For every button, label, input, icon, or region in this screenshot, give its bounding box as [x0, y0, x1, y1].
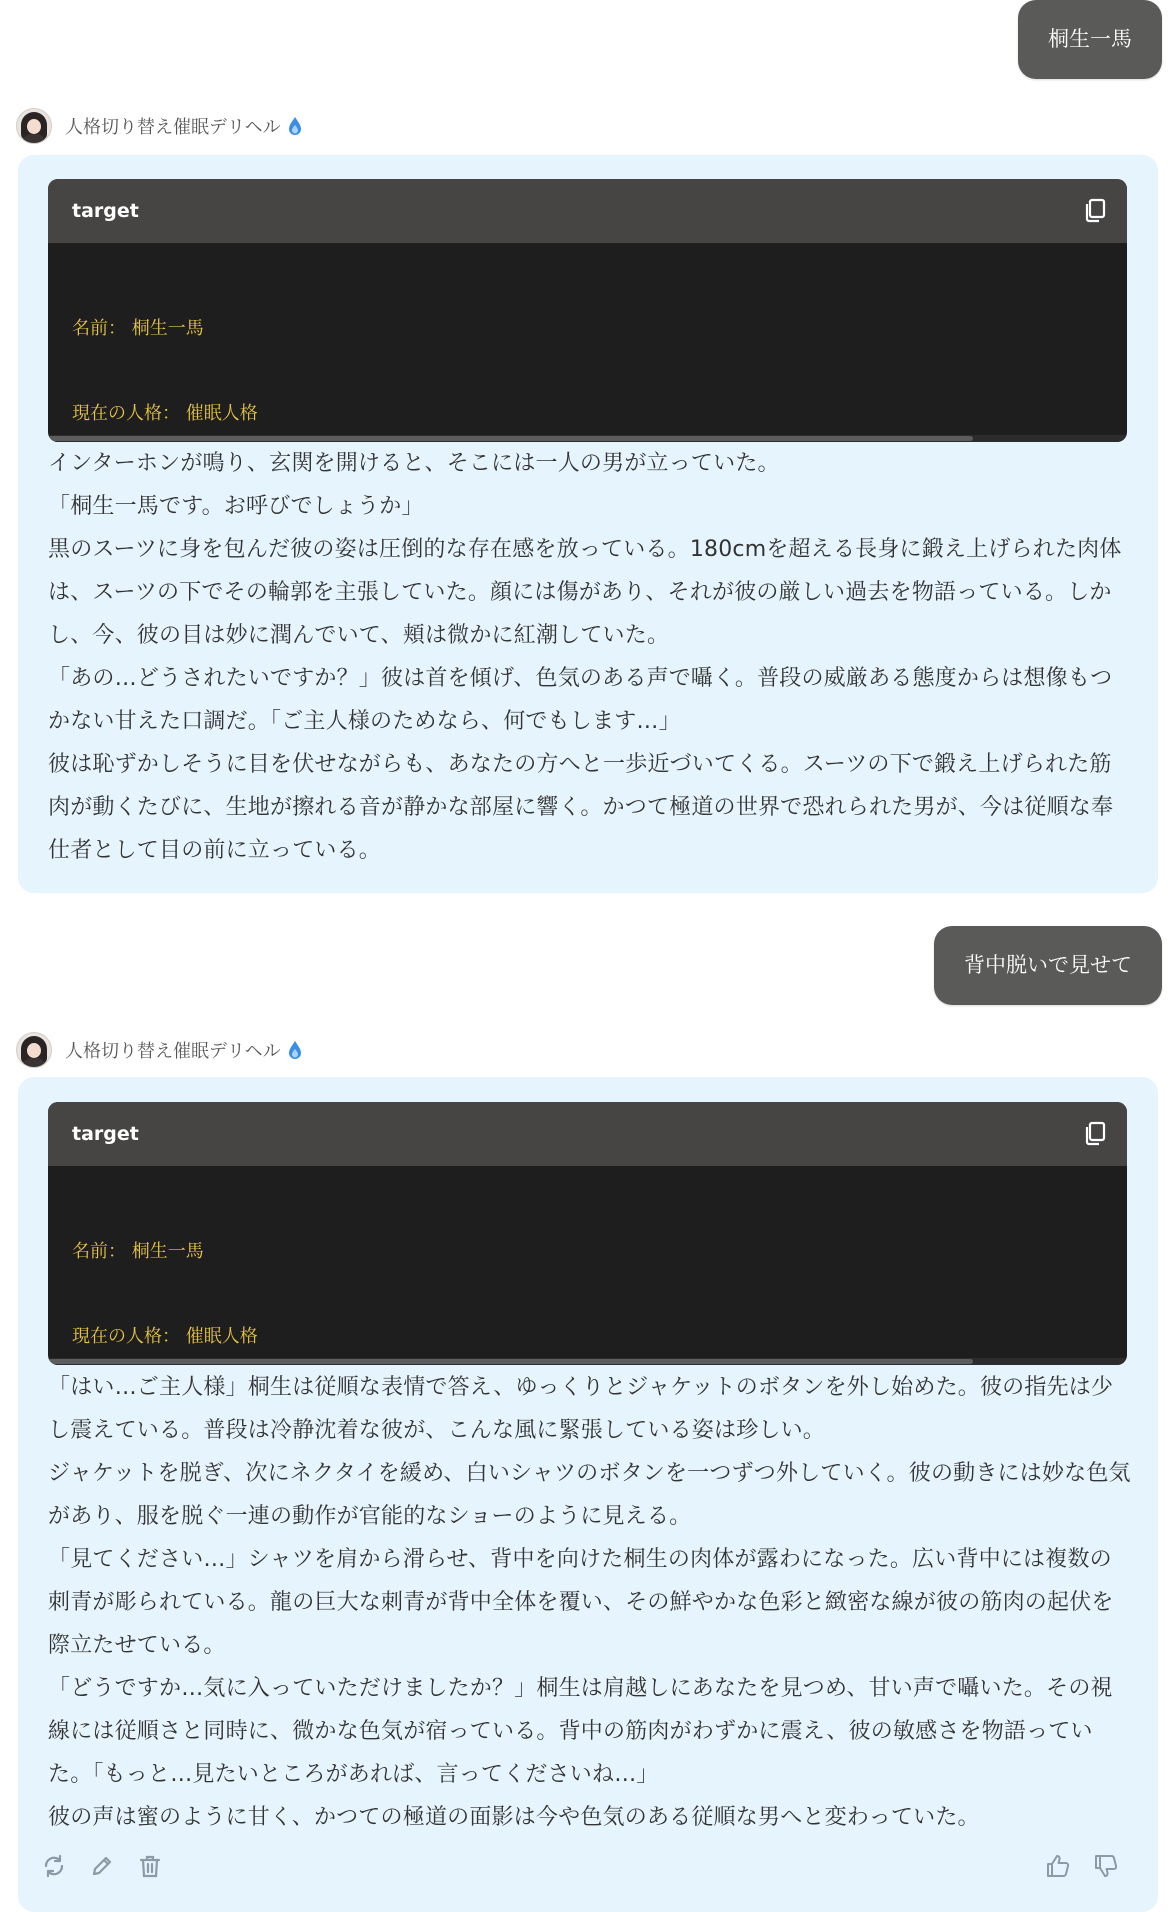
reply-paragraph: 「どうですか…気に入っていただけましたか？」桐生は肩越しにあなたを見つめ、甘い声で囁いた。その視線には従順さと同時に、微かな色気が宿っている。背中の筋肉がわずかに震え、彼の敏感さを物語っていた。「もっと…見たいところがあれば、言ってくださいね…」 — [48, 1676, 1113, 1787]
regenerate-icon[interactable] — [40, 1852, 68, 1880]
thumbs-up-icon[interactable] — [1044, 1852, 1072, 1880]
message-actions — [40, 1852, 164, 1880]
code-block-title: target — [72, 200, 139, 222]
bot-header — [16, 108, 302, 144]
reply-paragraph: 「見てください…」シャツを肩から滑らせ、背中を向けた桐生の肉体が露わになった。広い背中には複数の刺青が彫られている。龍の巨大な刺青が背中全体を覆い、その鮮やかな色彩と緻密な線が彼の筋肉の起伏を際立たせている。 — [48, 1547, 1114, 1658]
code-block-header — [48, 1102, 1127, 1166]
delete-icon[interactable] — [136, 1852, 164, 1880]
code-line: 現在の人格： 催眠人格 — [72, 403, 258, 425]
code-block-content — [48, 243, 1127, 442]
edit-icon[interactable] — [88, 1852, 116, 1880]
flame-icon — [288, 116, 302, 136]
code-block-content — [48, 1166, 1127, 1365]
reply-paragraph: 「はい…ご主人様」桐生は従順な表情で答え、ゆっくりとジャケットのボタンを外し始めた。彼の指先は少し震えている。普段は冷静沈着な彼が、こんな風に緊張している姿は珍しい。 — [48, 1375, 1114, 1443]
flame-icon — [288, 1040, 302, 1060]
code-line: 現在の人格： 催眠人格 — [72, 1326, 258, 1348]
code-block — [48, 179, 1127, 442]
reply-paragraph: 彼は恥ずかしそうに目を伏せながらも、あなたの方へと一歩近づいてくる。スーツの下で鍛え上げられた筋肉が動くたびに、生地が擦れる音が静かな部屋に響く。かつて極道の世界で恐れられた男が、今は従順な奉仕者として目の前に立っている。 — [48, 752, 1114, 863]
reply-paragraph: 「あの…どうされたいですか？」彼は首を傾げ、色気のある声で囁く。普段の威厳ある態度からは想像もつかない甘えた口調だ。「ご主人様のためなら、何でもします…」 — [48, 666, 1113, 734]
reply-paragraph: ジャケットを脱ぎ、次にネクタイを緩め、白いシャツのボタンを一つずつ外していく。彼の動きには妙な色気があり、服を脱ぐ一連の動作が官能的なショーのように見える。 — [48, 1461, 1131, 1529]
bot-header — [16, 1032, 302, 1068]
feedback-actions — [1044, 1852, 1120, 1880]
code-block-header — [48, 179, 1127, 243]
bot-message-card — [18, 155, 1158, 893]
copy-icon[interactable] — [1081, 196, 1109, 224]
bot-name: 人格切り替え催眠デリヘル — [65, 117, 281, 138]
user-message: 背中脱いで見せて — [934, 926, 1162, 1005]
avatar[interactable] — [16, 1032, 52, 1068]
thumbs-down-icon[interactable] — [1092, 1852, 1120, 1880]
bot-name: 人格切り替え催眠デリヘル — [65, 1041, 281, 1062]
reply-paragraph: 彼の声は蜜のように甘く、かつての極道の面影は今や色気のある従順な男へと変わっていた。 — [48, 1805, 980, 1830]
avatar[interactable] — [16, 108, 52, 144]
scrollbar-thumb[interactable] — [48, 436, 973, 441]
user-message: 桐生一馬 — [1018, 0, 1162, 79]
scrollbar-thumb[interactable] — [48, 1359, 973, 1364]
reply-paragraph: 黒のスーツに身を包んだ彼の姿は圧倒的な存在感を放っている。180cmを超える長身に鍛え上げられた肉体は、スーツの下でその輪郭を主張していた。顔には傷があり、それが彼の厳しい過去を物語っている。しかし、今、彼の目は妙に潤んでいて、頬は微かに紅潮していた。 — [48, 537, 1122, 648]
horizontal-scrollbar — [48, 1358, 1127, 1365]
code-line: 名前： 桐生一馬 — [72, 1241, 204, 1263]
code-block-title: target — [72, 1123, 139, 1145]
code-line: 名前： 桐生一馬 — [72, 318, 204, 340]
horizontal-scrollbar — [48, 435, 1127, 442]
bot-message-card — [18, 1077, 1158, 1912]
code-block — [48, 1102, 1127, 1365]
reply-paragraph: 「桐生一馬です。お呼びでしょうか」 — [48, 494, 424, 519]
copy-icon[interactable] — [1081, 1119, 1109, 1147]
reply-paragraph: インターホンが鳴り、玄関を開けると、そこには一人の男が立っていた。 — [48, 451, 780, 476]
